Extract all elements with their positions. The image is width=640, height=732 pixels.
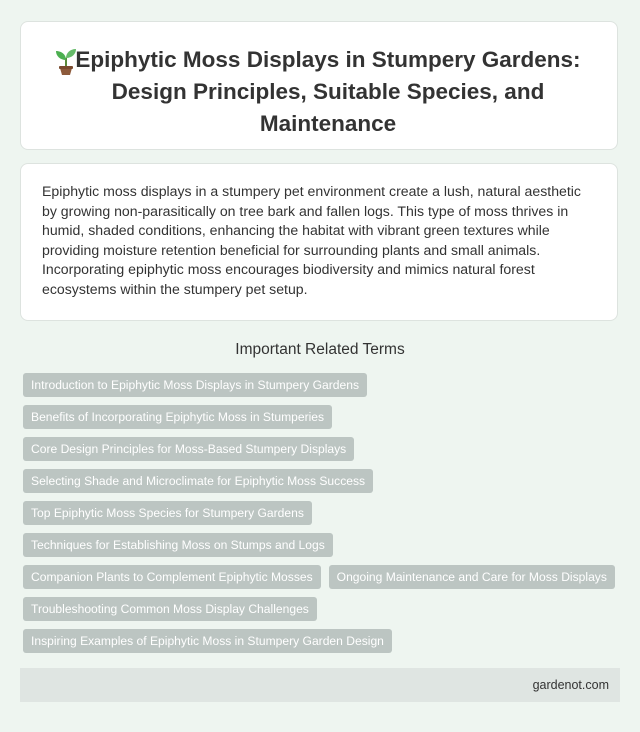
- related-term-tag[interactable]: Techniques for Establishing Moss on Stumps and Logs: [23, 533, 333, 557]
- tag-row: [23, 405, 623, 429]
- summary-paragraph: Epiphytic moss displays in a stumpery pet environment create a lush, natural aesthetic by growing non-parasitically on tree bark and fallen logs. This type of moss thrives in humid, shaded conditions, enhancing the habitat with vibrant green textures while providing moisture retention beneficial for surrounding plants and small animals. Incorporating epiphytic moss encourages biodiversity and mimics natural forest ecosystems within the stumpery pet setup.: [42, 183, 581, 297]
- related-term-tag[interactable]: Core Design Principles for Moss-Based Stumpery Displays: [23, 437, 354, 461]
- title-wrap: [51, 44, 597, 140]
- tag-row: [23, 501, 623, 525]
- related-term-tag[interactable]: Top Epiphytic Moss Species for Stumpery Gardens: [23, 501, 312, 525]
- tag-row: [23, 533, 623, 557]
- related-term-tag[interactable]: Selecting Shade and Microclimate for Epiphytic Moss Success: [23, 469, 373, 493]
- tag-row: [23, 437, 623, 461]
- footer-site-link[interactable]: gardenot.com: [532, 678, 609, 692]
- related-term-tag[interactable]: Companion Plants to Complement Epiphytic Mosses: [23, 565, 321, 589]
- tag-row: [23, 565, 623, 589]
- page-title: Epiphytic Moss Displays in Stumpery Gardens: Design Principles, Suitable Species, and Maintenance: [75, 47, 581, 136]
- tag-row: [23, 597, 623, 621]
- related-term-tag[interactable]: Ongoing Maintenance and Care for Moss Displays: [329, 565, 615, 589]
- related-term-tag[interactable]: Troubleshooting Common Moss Display Challenges: [23, 597, 317, 621]
- related-term-tag[interactable]: Introduction to Epiphytic Moss Displays in Stumpery Gardens: [23, 373, 367, 397]
- tag-row: [23, 469, 623, 493]
- tag-row: [23, 629, 623, 653]
- summary-card: [20, 163, 618, 321]
- footer: [20, 668, 620, 702]
- title-card: [20, 21, 618, 150]
- related-terms-list: [23, 373, 623, 661]
- related-terms-heading: Important Related Terms: [235, 341, 405, 358]
- related-term-tag[interactable]: Benefits of Incorporating Epiphytic Moss in Stumperies: [23, 405, 332, 429]
- tag-row: [23, 373, 623, 397]
- related-term-tag[interactable]: Inspiring Examples of Epiphytic Moss in Stumpery Garden Design: [23, 629, 392, 653]
